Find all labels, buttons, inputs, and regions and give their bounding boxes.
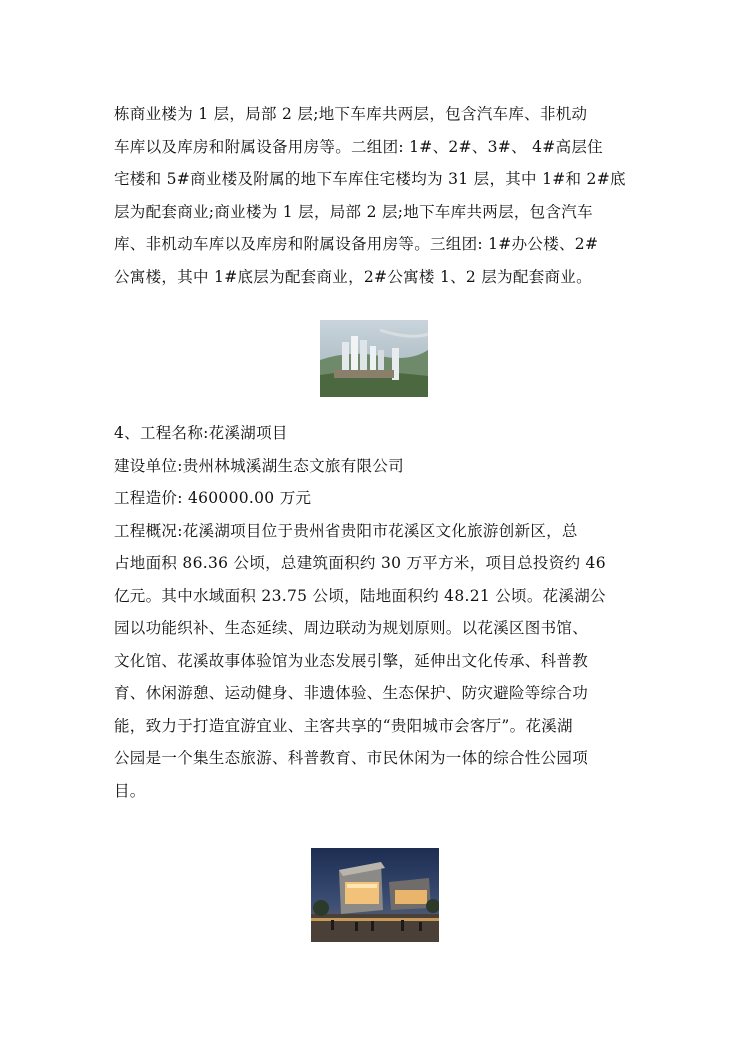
overview-line: 占地面积 86.36 公顷，总建筑面积约 30 万平方米，项目总投资约 46: [114, 554, 606, 572]
overview-line: 育、休闲游憩、运动健身、非遗体验、生态保护、防灾避险等综合功: [114, 684, 589, 702]
residential-towers-image: [320, 320, 428, 397]
overview-line: 工程概况:花溪湖项目位于贵州省贵阳市花溪区文化旅游创新区，总: [114, 521, 578, 540]
overview-line: 园以功能织补、生态延续、周边联动为规划原则。以花溪区图书馆、: [114, 619, 589, 637]
overview-line: 亿元。其中水域面积 23.75 公顷，陆地面积约 48.21 公顷。花溪湖公: [114, 586, 606, 605]
overview-line: 目。: [114, 781, 146, 800]
project-builder: 建设单位:贵州林城溪湖生态文旅有限公司: [114, 456, 404, 475]
project-cost: 工程造价: 460000.00 万元: [114, 489, 312, 507]
project-name: 4、工程名称:花溪湖项目: [114, 424, 288, 442]
intro-line: 层为配套商业;商业楼为 1 层，局部 2 层;地下车库共两层，包含汽车: [114, 202, 593, 221]
cultural-building-image: [311, 848, 439, 942]
intro-paragraph: [114, 98, 638, 293]
overview-line: 文化馆、花溪故事体验馆为业态发展引擎，延伸出文化传承、科普教: [114, 651, 589, 670]
overview-line: 公园是一个集生态旅游、科普教育、市民休闲为一体的综合性公园项: [114, 749, 589, 767]
intro-line: 库、非机动车库以及库房和附属设备用房等。三组团: 1#办公楼、2#: [114, 235, 599, 253]
intro-line: 宅楼和 5#商业楼及附属的地下车库住宅楼均为 31 层，其中 1#和 2#底: [114, 170, 626, 188]
intro-line: 栋商业楼为 1 层，局部 2 层;地下车库共两层，包含汽车库、非机动: [114, 105, 588, 123]
project-4-section: [114, 417, 638, 807]
intro-line: 车库以及库房和附属设备用房等。二组团: 1#、2#、3#、 4#高层住: [114, 137, 603, 156]
overview-line: 能，致力于打造宜游宜业、主客共享的“贵阳城市会客厅”。花溪湖: [114, 716, 573, 735]
intro-line: 公寓楼，其中 1#底层为配套商业，2#公寓楼 1、2 层为配套商业。: [114, 267, 592, 286]
